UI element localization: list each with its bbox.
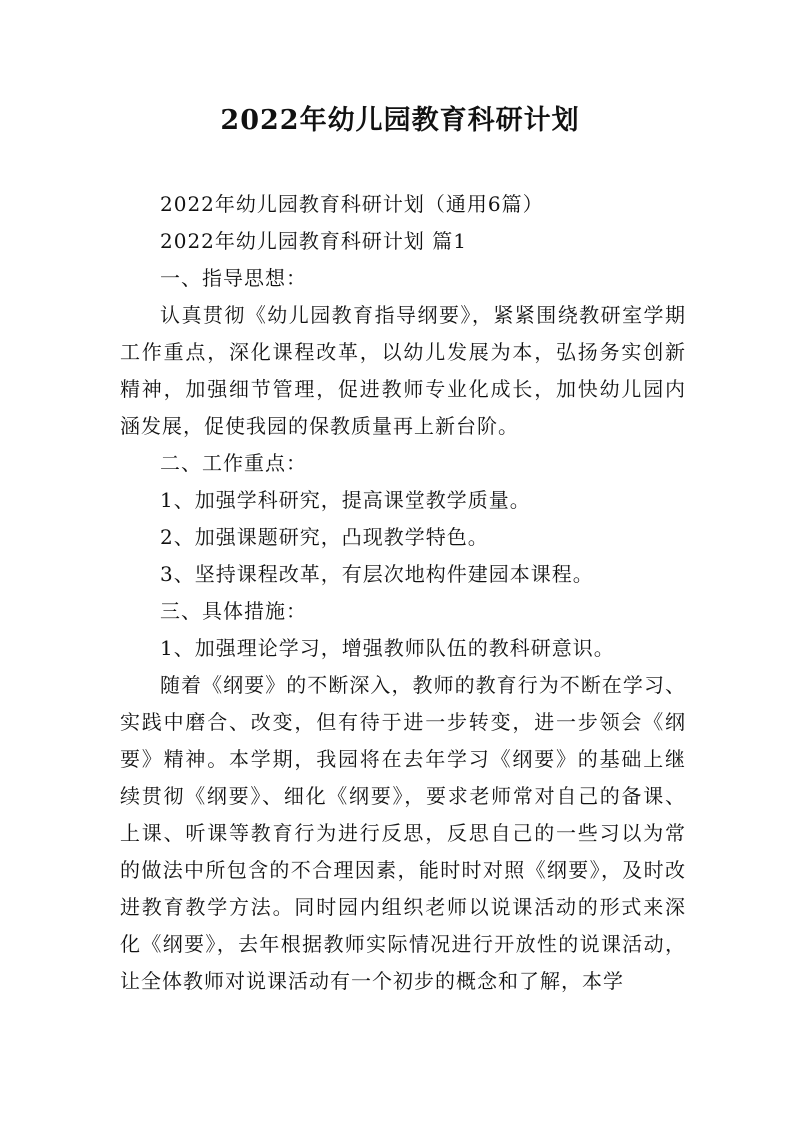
list-item-measure-1: 1、加强理论学习，增强教师队伍的教科研意识。 (160, 636, 615, 660)
paragraph-guiding-ideology: 认真贯彻《幼儿园教育指导纲要》，紧紧围绕教研室学期工作重点，深化课程改革，以幼儿发展为本，弘扬务实创新精神，加强细节管理，促进教师专业化成长，加快幼儿园内涵发展，促使我园的保教质量再上新台阶。 (120, 303, 686, 438)
document-title: 2022年幼儿园教育科研计划 (220, 105, 580, 136)
paragraph-measure-detail: 随着《纲要》的不断深入，教师的教育行为不断在学习、实践中磨合、改变，但有待于进一步转变，进一步领会《纲要》精神。本学期，我园将在去年学习《纲要》的基础上继续贯彻《纲要》、细化《纲要》，要求老师常对自己的备课、上课、听课等教育行为进行反思，反思自己的一些习以为常的做法中所包含的不合理因素，能时时对照《纲要》，及时改进教育教学方法。同时园内组织老师以说课活动的形式来深化《纲要》，去年根据教师实际情况进行开放性的说课活动，让全体教师对说课活动有一个初步的概念和了解，本学 (120, 673, 686, 993)
list-item-focus-3: 3、坚持课程改革，有层次地构件建园本课程。 (160, 562, 594, 586)
paragraph-section-heading: 2022年幼儿园教育科研计划 篇1 (160, 229, 467, 253)
list-item-focus-1: 1、加强学科研究，提高课堂教学质量。 (160, 488, 531, 512)
paragraph-subtitle: 2022年幼儿园教育科研计划（通用6篇） (160, 192, 544, 216)
heading-specific-measures: 三、具体措施： (160, 599, 307, 623)
document-body (120, 186, 686, 1000)
heading-work-focus: 二、工作重点： (160, 451, 307, 475)
list-item-focus-2: 2、加强课题研究，凸现教学特色。 (160, 525, 489, 549)
heading-guiding-ideology: 一、指导思想： (160, 266, 307, 290)
